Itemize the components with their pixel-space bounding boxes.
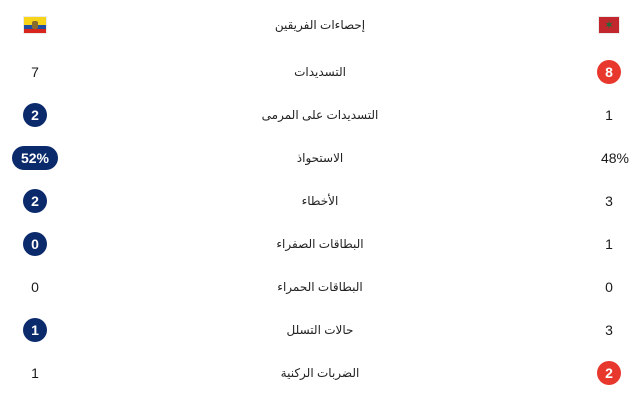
ecuador-flag-icon bbox=[24, 17, 46, 33]
away-team-flag-cell bbox=[586, 8, 632, 42]
stat-label-offsides: حالات التسلل bbox=[286, 323, 354, 337]
stat-row-shots bbox=[0, 55, 640, 89]
home-yellow-cards-badge: 0 bbox=[23, 232, 47, 256]
stat-label-possession: الاستحواذ bbox=[296, 151, 344, 165]
stat-row-fouls bbox=[0, 184, 640, 218]
away-red-cards-value: 0 bbox=[605, 279, 613, 295]
home-team-flag-cell bbox=[8, 8, 62, 42]
stat-row-offsides bbox=[0, 313, 640, 347]
home-shots-on-target-badge: 2 bbox=[23, 103, 47, 127]
stat-row-yellow-cards bbox=[0, 227, 640, 261]
stat-label-corners: الضربات الركنية bbox=[280, 366, 360, 380]
home-red-cards-value: 0 bbox=[31, 279, 39, 295]
stat-row-corners bbox=[0, 356, 640, 390]
stat-row-shots-on-target bbox=[0, 98, 640, 132]
morocco-flag-icon: ✶ bbox=[599, 17, 619, 33]
header-row bbox=[0, 8, 640, 42]
stat-label-shots-on-target: التسديدات على المرمى bbox=[261, 108, 379, 122]
stat-label-red-cards: البطاقات الحمراء bbox=[277, 280, 363, 294]
home-possession-badge: 52% bbox=[12, 146, 58, 170]
stat-label-fouls: الأخطاء bbox=[301, 194, 339, 208]
home-shots-value: 7 bbox=[31, 64, 39, 80]
away-fouls-value: 3 bbox=[605, 193, 613, 209]
stat-row-possession bbox=[0, 141, 640, 175]
away-yellow-cards-value: 1 bbox=[605, 236, 613, 252]
away-corners-badge: 2 bbox=[597, 361, 621, 385]
away-possession-value: 48% bbox=[600, 150, 630, 166]
away-offsides-value: 3 bbox=[605, 322, 613, 338]
stats-title: إحصاءات الفريقين bbox=[274, 18, 366, 32]
away-shots-on-target-value: 1 bbox=[605, 107, 613, 123]
stat-label-shots: التسديدات bbox=[294, 65, 346, 79]
away-shots-badge: 8 bbox=[597, 60, 621, 84]
home-offsides-badge: 1 bbox=[23, 318, 47, 342]
home-corners-value: 1 bbox=[31, 365, 39, 381]
stat-row-red-cards bbox=[0, 270, 640, 304]
stat-label-yellow-cards: البطاقات الصفراء bbox=[276, 237, 364, 251]
home-fouls-badge: 2 bbox=[23, 189, 47, 213]
